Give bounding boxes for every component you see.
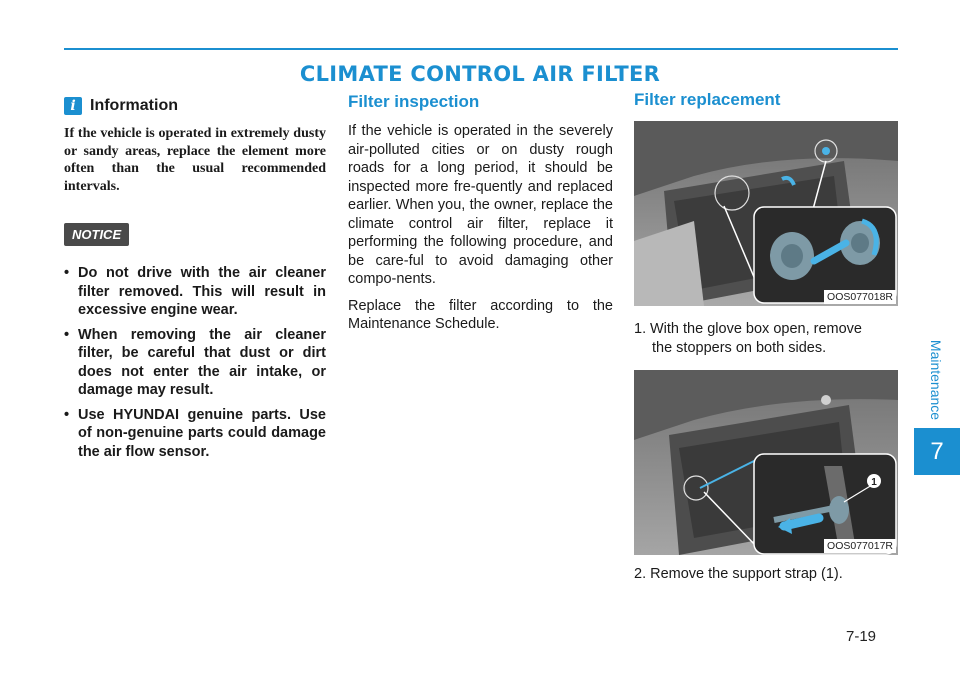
notice-item: • Use HYUNDAI genuine parts. Use of non-genuine parts could damage the air flow sensor. — [64, 406, 326, 462]
page-title: CLIMATE CONTROL AIR FILTER — [299, 62, 661, 86]
notice-item: • Do not drive with the air cleaner filter removed. This will result in excessive engine wear. — [64, 264, 326, 320]
header-rule — [64, 48, 898, 50]
filter-inspection-paragraph: Replace the filter according to the Maintenance Schedule. — [348, 297, 613, 332]
chapter-tab: 7 — [914, 428, 960, 475]
page-number: 7-19 — [846, 628, 877, 645]
filter-replacement-column — [634, 90, 898, 112]
support-strap-figure — [634, 370, 898, 555]
filter-inspection-title: Filter inspection — [348, 92, 480, 111]
step-1-line-1: With the glove box open, remove — [650, 321, 862, 337]
information-title: Information — [90, 97, 178, 114]
section-side-label — [921, 335, 951, 425]
information-column — [64, 93, 326, 467]
figure-caption: OOS077018R — [824, 290, 896, 304]
filter-inspection-paragraph: If the vehicle is operated in the severely air-polluted cities or on dusty rough roads for a long period, it should be inspected more fre-quently and replaced earlier. When you, the owner, replace the climate control air filter, replace it performing the following procedure, and be care-ful to avoid damaging other compo-nents. — [348, 123, 613, 287]
step-1 — [634, 320, 898, 357]
info-icon: i — [64, 97, 82, 115]
notice-list — [64, 264, 326, 461]
step-2: 2. Remove the support strap (1). — [634, 566, 843, 582]
filter-inspection-column — [348, 92, 613, 334]
support-strap-illustration — [634, 370, 898, 555]
filter-replacement-title: Filter replacement — [634, 90, 781, 109]
step-1-number: 1. — [634, 321, 647, 337]
glove-box-stoppers-figure — [634, 121, 898, 306]
information-heading — [64, 93, 326, 119]
notice-item: • When removing the air cleaner filter, be careful that dust or dirt does not enter the air intake, or damage may result. — [64, 326, 326, 400]
step-1-line-2: the stoppers on both sides. — [652, 339, 827, 356]
section-label: Maintenance — [928, 339, 945, 421]
figure-caption: OOS077017R — [824, 539, 896, 553]
notice-badge: NOTICE — [64, 223, 129, 246]
glove-box-illustration — [634, 121, 898, 306]
information-text: If the vehicle is operated in extremely dusty or sandy areas, replace the element more often than the usual recommended intervals. — [64, 126, 326, 194]
callout-number: 1 — [871, 477, 877, 488]
